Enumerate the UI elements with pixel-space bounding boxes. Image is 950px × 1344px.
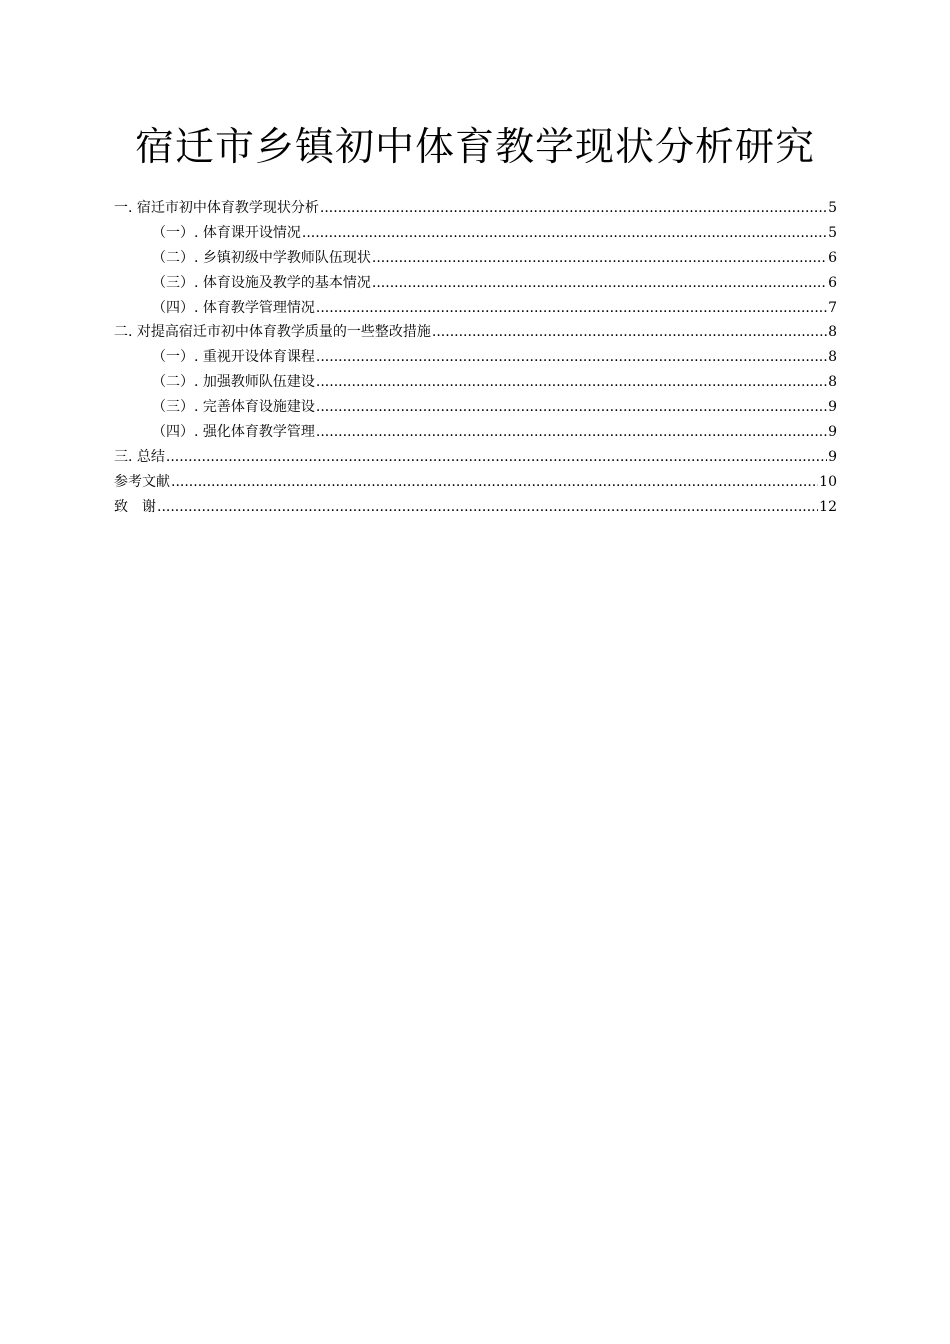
toc-entry-text: （一）. 体育课开设情况 [152, 224, 301, 241]
toc-entry[interactable] [114, 420, 837, 445]
toc-entry[interactable] [114, 320, 837, 345]
toc-entry[interactable] [114, 246, 837, 271]
toc-page-number: 8 [828, 349, 837, 366]
toc-dot-leader [372, 271, 827, 296]
toc-entry-text: （三）. 体育设施及教学的基本情况 [152, 274, 371, 291]
toc-page-number: 5 [828, 224, 837, 241]
toc-dot-leader [157, 495, 818, 520]
toc-entry-text: （四）. 强化体育教学管理 [152, 424, 315, 441]
toc-dot-leader [171, 470, 818, 495]
toc-entry-text: 参考文献 [114, 473, 170, 490]
toc-dot-leader [166, 445, 827, 470]
toc-entry-text: （四）. 体育教学管理情况 [152, 299, 315, 316]
toc-entry[interactable] [114, 271, 837, 296]
page-title: 宿迁市乡镇初中体育教学现状分析研究 [134, 125, 815, 170]
table-of-contents [114, 196, 837, 520]
toc-dot-leader [302, 221, 827, 246]
toc-entry[interactable] [114, 345, 837, 370]
toc-page-number: 8 [828, 374, 837, 391]
toc-dot-leader [316, 296, 827, 321]
toc-entry[interactable] [114, 495, 837, 520]
toc-page-number: 9 [828, 448, 837, 465]
toc-dot-leader [432, 320, 827, 345]
toc-entry[interactable] [114, 196, 837, 221]
toc-entry[interactable] [114, 296, 837, 321]
toc-dot-leader [320, 196, 827, 221]
toc-entry[interactable] [114, 470, 837, 495]
toc-entry-text: （二）. 乡镇初级中学教师队伍现状 [152, 249, 371, 266]
toc-entry-text: （三）. 完善体育设施建设 [152, 399, 315, 416]
toc-page-number: 6 [828, 274, 837, 291]
toc-entry[interactable] [114, 395, 837, 420]
toc-page-number: 9 [828, 399, 837, 416]
toc-page-number: 5 [828, 200, 837, 216]
toc-dot-leader [316, 420, 827, 445]
toc-page-number: 8 [828, 324, 837, 341]
toc-dot-leader [316, 370, 827, 395]
toc-entry-text: 一. 宿迁市初中体育教学现状分析 [114, 200, 319, 216]
toc-entry[interactable] [114, 221, 837, 246]
toc-page-number: 9 [828, 424, 837, 441]
toc-entry-text: 二. 对提高宿迁市初中体育教学质量的一些整改措施 [114, 324, 431, 341]
toc-entry-text: 致 谢 [114, 498, 156, 515]
toc-dot-leader [316, 395, 827, 420]
toc-entry-text: （二）. 加强教师队伍建设 [152, 374, 315, 391]
toc-entry-text: （一）. 重视开设体育课程 [152, 349, 315, 366]
toc-entry[interactable] [114, 370, 837, 395]
toc-dot-leader [316, 345, 827, 370]
toc-entry[interactable] [114, 445, 837, 470]
toc-page-number: 12 [819, 498, 837, 515]
toc-page-number: 7 [828, 299, 837, 316]
toc-page-number: 6 [828, 249, 837, 266]
toc-dot-leader [372, 246, 827, 271]
toc-entry-text: 三. 总结 [114, 448, 165, 465]
toc-page-number: 10 [819, 473, 837, 490]
